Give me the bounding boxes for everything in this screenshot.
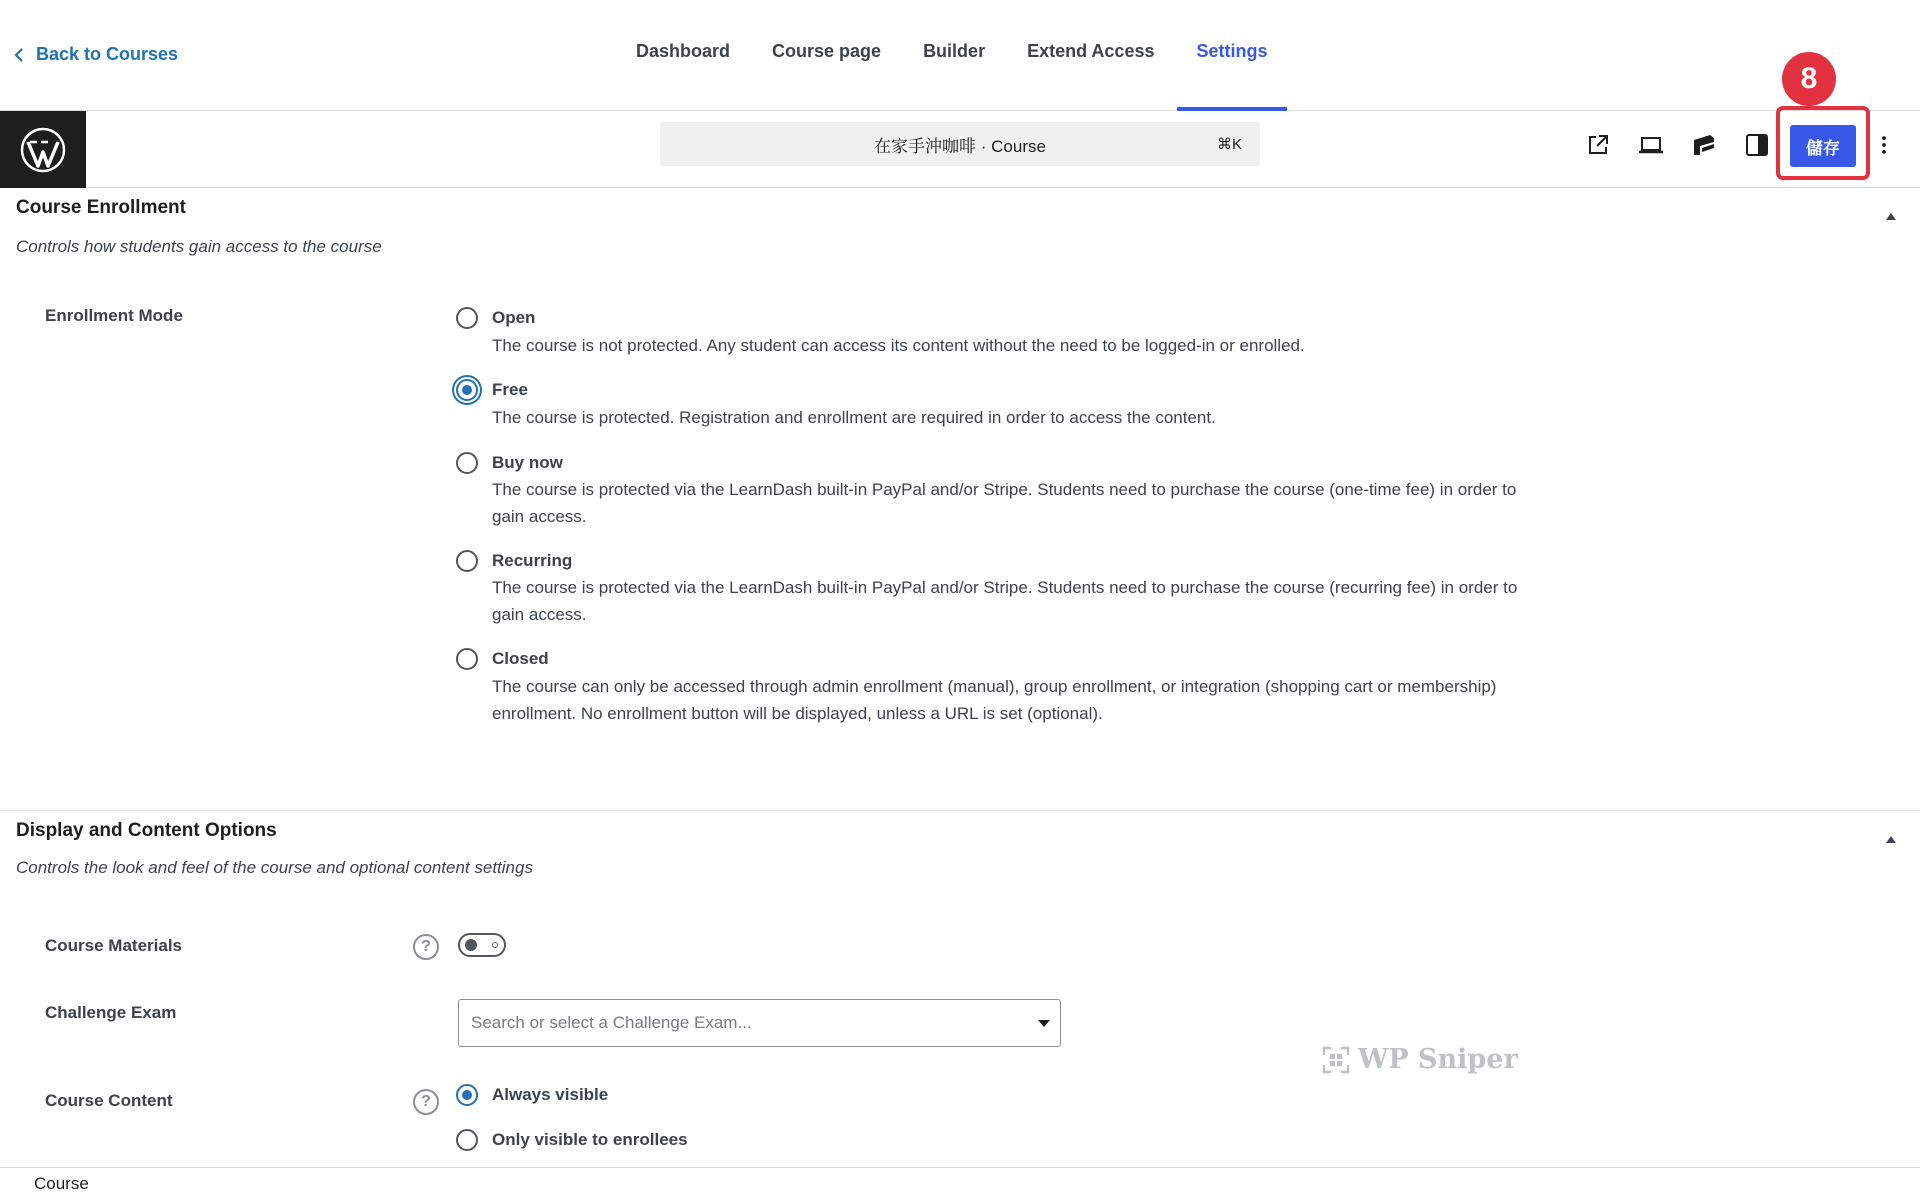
breadcrumb-course[interactable]: Course (34, 1174, 89, 1193)
settings-sidebar-button[interactable] (1741, 129, 1773, 161)
option-buy-now-description: The course is protected via the LearnDash built-in PayPal and/or Stripe. Students need to purchase the course (one-time fee) in order to gain access. (492, 480, 1517, 526)
view-course-button[interactable] (1582, 129, 1614, 161)
display-section-description: Controls the look and feel of the course and optional content settings (16, 858, 533, 877)
challenge-exam-label: Challenge Exam (45, 1003, 177, 1022)
enrollment-option-open[interactable] (456, 307, 535, 329)
tab-extend-access-label: Extend Access (1027, 41, 1155, 61)
chevron-left-icon (14, 48, 26, 62)
command-palette-bar[interactable] (660, 122, 1260, 166)
sidebar-toggle-icon (1743, 131, 1771, 159)
tab-extend-access[interactable] (1006, 0, 1175, 111)
watermark-text: WP Sniper (1358, 1044, 1518, 1075)
radio-enrollees-only[interactable] (456, 1129, 478, 1151)
block-breadcrumb-bar (0, 1167, 1920, 1200)
radio-open[interactable] (456, 307, 478, 329)
course-content-option-always-visible[interactable] (456, 1084, 608, 1106)
option-free-label: Free (492, 380, 528, 399)
back-to-courses-link[interactable] (14, 44, 178, 65)
radio-free[interactable] (456, 379, 478, 401)
option-open-description: The course is not protected. Any student can access its content without the need to be logged-in or enrolled. (492, 336, 1305, 355)
option-recurring-description: The course is protected via the LearnDash built-in PayPal and/or Stripe. Students need to purchase the course (recurring fee) in order to gain access. (492, 578, 1518, 624)
editor-header (0, 111, 1920, 188)
wordpress-icon (19, 126, 67, 174)
course-content-label: Course Content (45, 1091, 173, 1110)
command-shortcut: ⌘K (1216, 136, 1242, 153)
tab-dashboard-label: Dashboard (636, 41, 731, 61)
tab-course-page[interactable] (751, 0, 902, 111)
radio-always-visible[interactable] (456, 1084, 478, 1106)
enrollment-option-closed[interactable] (456, 648, 549, 670)
learndash-button[interactable] (1688, 129, 1720, 161)
option-closed-description: The course can only be accessed through admin enrollment (manual), group enrollment, or integration (shopping cart or membership) enrollment. No enrollment button will be displayed, unless a URL is set (optional). (492, 677, 1497, 723)
course-content-option-enrollees-only[interactable] (456, 1129, 688, 1151)
course-content-help-icon[interactable]: ? (413, 1089, 439, 1115)
enrollment-mode-label: Enrollment Mode (45, 306, 183, 325)
save-button[interactable]: 儲存 (1790, 125, 1856, 167)
qr-frame-icon (1322, 1046, 1350, 1074)
external-link-icon (1584, 131, 1612, 159)
option-free-description: The course is protected. Registration and enrollment are required in order to access the content. (492, 408, 1216, 427)
display-collapse-button[interactable] (1882, 830, 1900, 848)
challenge-exam-select[interactable] (458, 999, 1061, 1047)
option-closed-label: Closed (492, 649, 549, 668)
challenge-exam-placeholder: Search or select a Challenge Exam... (471, 1013, 752, 1032)
option-buy-now-label: Buy now (492, 453, 563, 472)
course-materials-help-icon[interactable]: ? (413, 934, 439, 960)
back-to-courses-label: Back to Courses (36, 44, 179, 64)
radio-buy-now[interactable] (456, 452, 478, 474)
option-recurring-label: Recurring (492, 551, 573, 570)
desktop-preview-icon (1637, 131, 1665, 159)
caret-up-icon (1885, 211, 1897, 221)
learndash-icon (1690, 131, 1718, 159)
course-tabs (615, 0, 1289, 111)
course-materials-label: Course Materials (45, 936, 182, 955)
course-materials-toggle[interactable] (458, 933, 506, 957)
enrollment-option-buy-now[interactable] (456, 452, 563, 474)
tab-builder[interactable] (902, 0, 1006, 111)
preview-button[interactable] (1635, 129, 1667, 161)
more-options-icon (1872, 131, 1896, 159)
step-number-badge: 8 (1782, 52, 1836, 106)
display-section-title: Display and Content Options (16, 820, 277, 841)
enrollment-option-free[interactable] (456, 379, 528, 401)
save-button-highlight (1776, 106, 1870, 180)
top-navigation (0, 0, 1920, 111)
tab-dashboard[interactable] (615, 0, 751, 111)
more-options-button[interactable] (1872, 129, 1896, 161)
document-title: 在家手沖咖啡 · Course (874, 136, 1046, 156)
toggle-off-indicator (492, 942, 498, 948)
enrollment-section-title: Course Enrollment (16, 197, 186, 218)
radio-closed[interactable] (456, 648, 478, 670)
toggle-knob (465, 939, 477, 951)
always-visible-label: Always visible (492, 1085, 609, 1104)
tab-settings[interactable] (1175, 0, 1288, 111)
wordpress-logo-button[interactable] (0, 111, 86, 188)
section-divider (0, 810, 1920, 811)
caret-up-icon (1885, 834, 1897, 844)
enrollees-only-label: Only visible to enrollees (492, 1130, 688, 1149)
enrollment-collapse-button[interactable] (1882, 207, 1900, 225)
watermark (1322, 1044, 1518, 1075)
tab-builder-label: Builder (923, 41, 986, 61)
tab-course-page-label: Course page (772, 41, 882, 61)
dropdown-caret-icon (1038, 1020, 1050, 1027)
enrollment-option-recurring[interactable] (456, 550, 572, 572)
tab-settings-label: Settings (1196, 41, 1268, 61)
radio-recurring[interactable] (456, 550, 478, 572)
enrollment-section-description: Controls how students gain access to the course (16, 237, 382, 256)
option-open-label: Open (492, 308, 536, 327)
